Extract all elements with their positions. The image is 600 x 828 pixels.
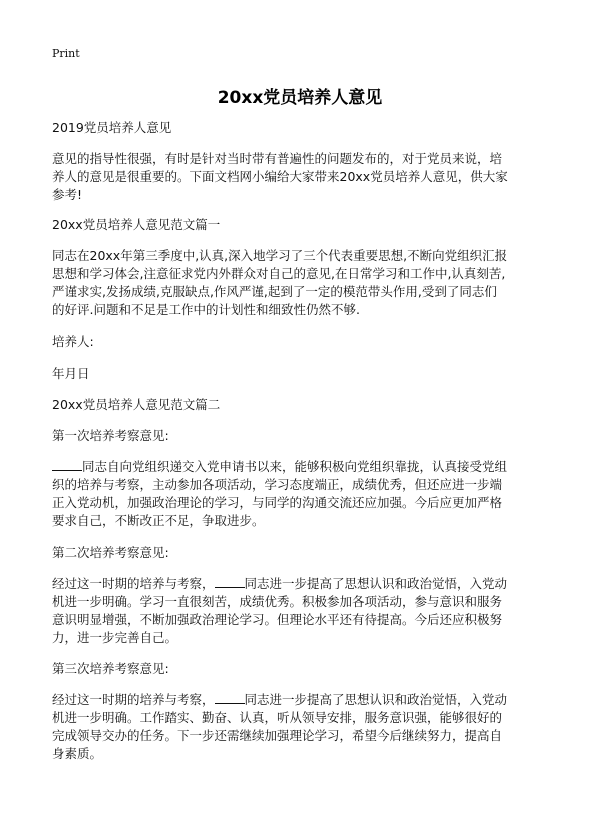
review3-line-1-tail: 同志进一步提高了思想认识和政治觉悟，入党动 xyxy=(244,692,508,707)
review2-line-2: 机进一步明确。学习一直很刻苦，成绩优秀。积极参加各项活动，参与意识和服务 xyxy=(52,594,503,609)
sample1-line-3: 严谨求实,发扬成绩,克服缺点,作风严谨,起到了一定的模范带头作用,受到了同志们 xyxy=(52,284,497,299)
review2-line-1-lead: 经过这一时期的培养与考察， xyxy=(52,576,215,591)
review1-line-1-text: 同志自向党组织递交入党申请书以来，能够积极向党组织靠拢，认真接受党组 xyxy=(82,459,508,474)
blank-underline xyxy=(215,691,245,704)
review2-paragraph xyxy=(52,575,550,647)
review3-line-4: 身素质。 xyxy=(52,746,103,761)
review3-line-1 xyxy=(52,691,550,709)
intro-line-2: 养人的意见是很重要的。下面文档网小编给大家带来20xx党员培养人意见，供大家 xyxy=(52,169,508,184)
blank-underline xyxy=(52,458,82,471)
review3-line-3: 完成领导交办的任务。下一步还需继续加强理论学习，希望今后继续努力，提高自 xyxy=(52,728,503,743)
intro-line-3: 参考! xyxy=(52,187,83,202)
intro-line-1: 意见的指导性很强，有时是针对当时带有普遍性的问题发布的，对于党员来说，培 xyxy=(52,151,503,166)
sample1-paragraph xyxy=(52,247,550,319)
subtitle: 2019党员培养人意见 xyxy=(52,120,172,135)
page-title: 20xx党员培养人意见 xyxy=(217,88,383,108)
review3-line-2: 机进一步明确。工作踏实、勤奋、认真，听从领导安排，服务意识强，能够很好的 xyxy=(52,710,503,725)
review1-heading: 第一次培养考察意见: xyxy=(52,428,169,443)
sample1-line-2: 思想和学习体会,注意征求党内外群众对自己的意见,在日常学习和工作中,认真刻苦, xyxy=(52,266,506,281)
signer-label: 培养人: xyxy=(52,334,94,349)
review2-heading: 第二次培养考察意见: xyxy=(52,545,169,560)
review3-paragraph xyxy=(52,691,550,763)
review1-line-3: 正入党动机，加强政治理论的学习，与同学的沟通交流还应加强。今后应更加严格 xyxy=(52,495,503,510)
review2-line-1-tail: 同志进一步提高了思想认识和政治觉悟，入党动 xyxy=(244,576,508,591)
intro-paragraph xyxy=(52,150,550,204)
review1-line-2: 织的培养与考察，主动参加各项活动，学习态度端正，成绩优秀，但还应进一步端 xyxy=(52,477,503,492)
sample1-line-1: 同志在20xx年第三季度中,认真,深入地学习了三个代表重要思想,不断向党组织汇报 xyxy=(52,248,508,263)
review3-line-1-lead: 经过这一时期的培养与考察， xyxy=(52,692,215,707)
review1-paragraph xyxy=(52,458,550,530)
sample1-line-4: 的好评.问题和不足是工作中的计划性和细致性仍然不够. xyxy=(52,302,360,317)
review3-heading: 第三次培养考察意见: xyxy=(52,661,169,676)
sample2-heading: 20xx党员培养人意见范文篇二 xyxy=(52,397,221,412)
date-label: 年月日 xyxy=(52,366,90,381)
sample1-heading: 20xx党员培养人意见范文篇一 xyxy=(52,217,221,232)
review2-line-4: 力，进一步完善自己。 xyxy=(52,630,178,645)
blank-underline xyxy=(215,575,245,588)
review2-line-1 xyxy=(52,575,550,593)
review1-line-4: 要求自己，不断改正不足，争取进步。 xyxy=(52,513,265,528)
review2-line-3: 意识明显增强，不断加强政治理论学习。但理论水平还有待提高。今后还应积极努 xyxy=(52,612,503,627)
print-link[interactable]: Print xyxy=(52,47,80,60)
review1-line-1 xyxy=(52,458,550,476)
